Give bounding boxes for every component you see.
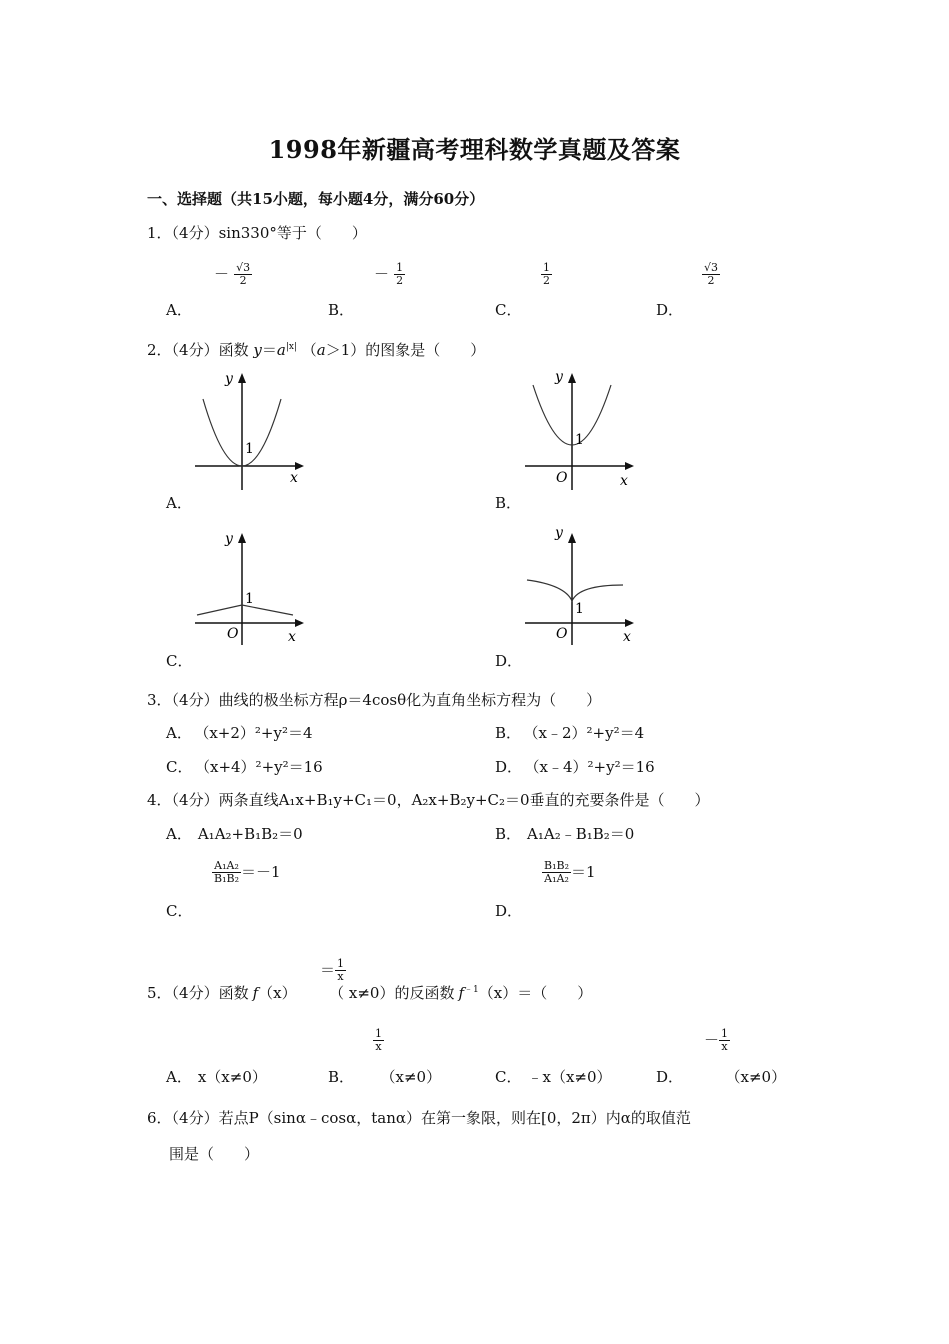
x-label: x [290, 470, 298, 486]
y-label: y [225, 531, 233, 547]
q5-function-formula: ＝ $\frac{1}{x}$ [320, 957, 345, 983]
one-label: 1 [245, 591, 254, 607]
q4-option-a[interactable]: A． A₁A₂+B₁B₂＝0 [166, 825, 303, 843]
q5-option-d[interactable]: D． （x≠0） [656, 1068, 787, 1086]
q2-option-d[interactable]: D． [495, 652, 523, 670]
one-label: 1 [575, 432, 584, 448]
q3-option-b[interactable]: B． （x﹣2）²+y²＝4 [495, 724, 645, 742]
origin-label: O [556, 626, 568, 642]
q3-stem: 3．（4分）曲线的极坐标方程ρ＝4cosθ化为直角坐标方程为（ ） [147, 691, 602, 709]
q3-option-a[interactable]: A． （x+2）²+y²＝4 [166, 724, 313, 742]
page-title: 1998年新疆高考理科数学真题及答案 [268, 135, 681, 164]
q6-stem-line1: 6．（4分）若点P（sinα﹣cosα，tanα）在第一象限，则在[0，2π）内α的取值范 [147, 1109, 691, 1127]
q5-option-b-formula: $\frac{1}{x}$ [375, 1027, 382, 1053]
x-axis-arrow-icon [625, 462, 634, 470]
q4-option-c-formula: $\frac{\text{A₁A₂}}{\text{B₁B₂}}$ ＝－1 [214, 859, 281, 885]
x-label: x [620, 473, 628, 489]
y-axis-arrow-icon [568, 373, 576, 383]
y-label: y [555, 525, 563, 541]
y-axis-arrow-icon [238, 533, 246, 543]
x-axis-arrow-icon [625, 619, 634, 627]
one-label: 1 [575, 601, 584, 617]
q1-value-d: $\frac{√3}{2}$ [704, 261, 719, 287]
q5-option-b[interactable]: B． （x≠0） [328, 1068, 442, 1086]
q1-stem: 1．（4分）sin330°等于（ ） [147, 224, 367, 242]
q2-graph-c [185, 525, 315, 650]
q1-option-b[interactable]: B． [328, 301, 355, 319]
q1-value-b: － $\frac{1}{2}$ [374, 261, 404, 287]
q4-option-b[interactable]: B． A₁A₂﹣B₁B₂＝0 [495, 825, 635, 843]
x-label: x [623, 629, 631, 645]
x-label: x [288, 629, 296, 645]
x-axis-arrow-icon [295, 462, 304, 470]
y-label: y [555, 369, 563, 385]
q3-option-d[interactable]: D． （x﹣4）²+y²＝16 [495, 758, 655, 776]
q2-option-c[interactable]: C． [166, 652, 193, 670]
q4-option-c[interactable]: C． [166, 902, 193, 920]
q4-stem: 4．（4分）两条直线A₁x+B₁y+C₁＝0，A₂x+B₂y+C₂＝0垂直的充要条件是（ ） [147, 791, 710, 809]
origin-label: O [227, 626, 239, 642]
q5-option-a[interactable]: A． x（x≠0） [166, 1068, 267, 1086]
q6-stem-line2: 围是（ ） [169, 1145, 260, 1163]
q4-option-d[interactable]: D． [495, 902, 523, 920]
q5-option-c[interactable]: C． ﹣x（x≠0） [495, 1068, 612, 1086]
q5-option-d-formula: － $\frac{1}{x}$ [704, 1027, 729, 1053]
section-heading: 一、选择题（共15小题，每小题4分，满分60分） [147, 190, 485, 208]
q1-value-c: $\frac{1}{2}$ [543, 261, 550, 287]
y-axis-arrow-icon [568, 533, 576, 543]
one-label: 1 [245, 441, 254, 457]
q2-graph-b [515, 365, 645, 490]
x-axis-arrow-icon [295, 619, 304, 627]
q1-value-a: － $\frac{√3}{2}$ [214, 261, 251, 287]
q2-option-b[interactable]: B． [495, 494, 522, 512]
curve [527, 580, 623, 601]
q5-stem: 5．（4分）函数 f（x） （ x≠0）的反函数 $f^{﹣1}(x)=$（ ） [147, 984, 593, 1002]
q2-graph-a [185, 365, 315, 490]
q2-option-a[interactable]: A． [166, 494, 192, 512]
q1-option-c[interactable]: C． [495, 301, 522, 319]
q2-graph-d [515, 525, 645, 650]
origin-label: O [556, 470, 568, 486]
q1-option-d[interactable]: D． [656, 301, 684, 319]
q1-option-a[interactable]: A． [166, 301, 192, 319]
q4-option-d-formula: $\frac{\text{B₁B₂}}{\text{A₁A₂}}$ ＝1 [544, 859, 596, 885]
q2-stem: 2．（4分）函数 $y=a^{|x|}$ （a＞1）的图象是（ ） [147, 341, 486, 359]
q3-option-c[interactable]: C． （x+4）²+y²＝16 [166, 758, 323, 776]
y-label: y [225, 371, 233, 387]
y-axis-arrow-icon [238, 373, 246, 383]
